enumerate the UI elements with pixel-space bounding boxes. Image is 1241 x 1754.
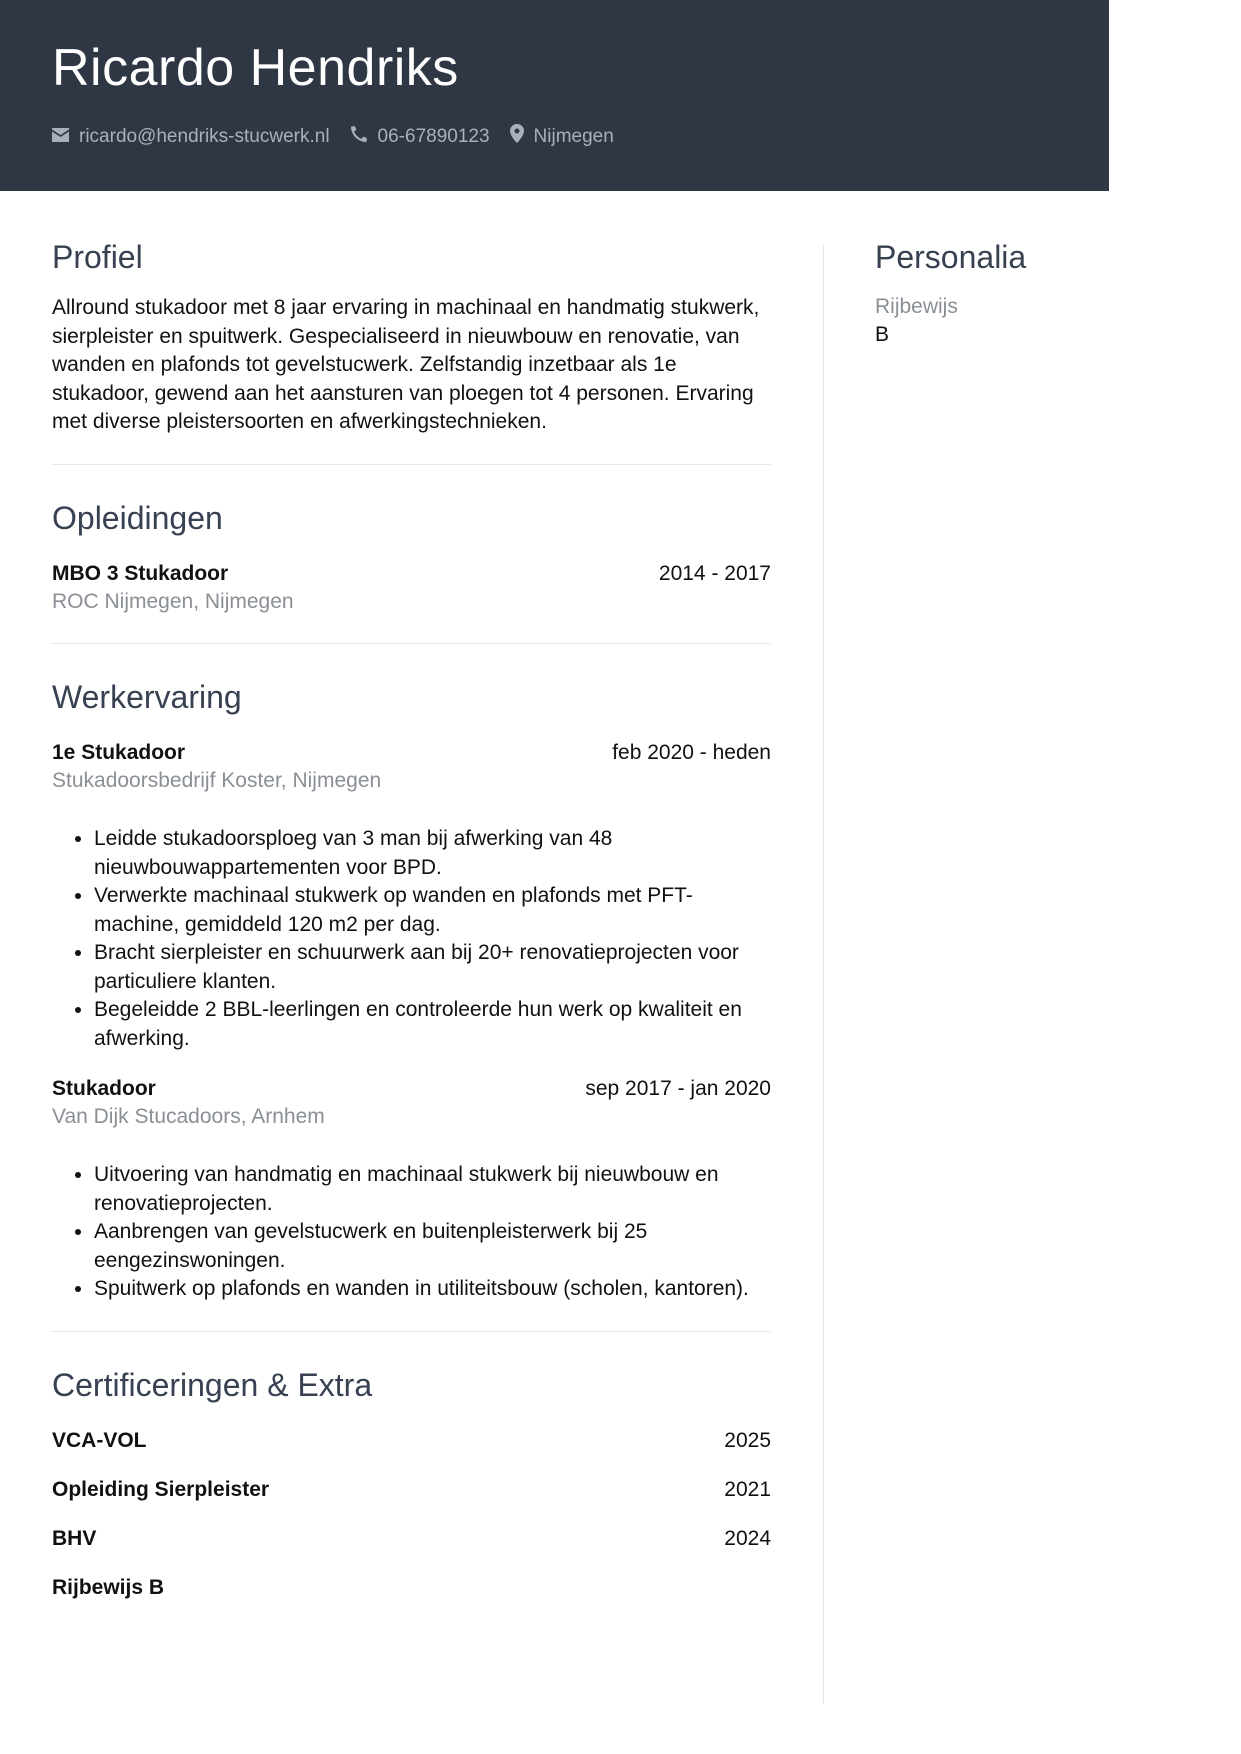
contact-phone[interactable] (350, 125, 490, 150)
cert-row (52, 1574, 771, 1602)
section-divider (52, 1331, 771, 1332)
cert-row (52, 1476, 771, 1504)
education-section (52, 501, 771, 616)
cert-year: 2024 (724, 1526, 771, 1550)
list-item: • Uitvoering van handmatig en machinaal stukwerk bij nieuwbouw en renovatieprojecten. (94, 1161, 771, 1218)
list-item: • Verwerkte machinaal stukwerk op wanden en plafonds met PFT-machine, gemiddeld 120 m2 per dag. (94, 882, 771, 939)
education-degree: MBO 3 Stukadoor (52, 561, 229, 585)
main-column (52, 240, 771, 1602)
contact-location (510, 124, 614, 150)
certifications-list (52, 1427, 771, 1602)
job-employer: Van Dijk Stucadoors, Arnhem (52, 1105, 325, 1129)
section-divider (52, 643, 771, 644)
sidebar-column (875, 240, 1175, 349)
cert-row (52, 1427, 771, 1455)
personalia-label: Rijbewijs (875, 295, 958, 319)
job-employer: Stukadoorsbedrijf Koster, Nijmegen (52, 769, 382, 793)
job-bullets (52, 1161, 771, 1304)
list-item: • Aanbrengen van gevelstucwerk en buitenpleisterwerk bij 25 eengezinswoningen. (94, 1218, 771, 1275)
certifications-section (52, 1368, 771, 1602)
phone-text: 06-67890123 (377, 126, 490, 147)
header-banner (0, 0, 1109, 191)
cert-row (52, 1525, 771, 1553)
job-bullets (52, 825, 771, 1053)
education-title: Opleidingen (52, 499, 223, 536)
section-divider (52, 464, 771, 465)
cert-year: 2025 (724, 1428, 771, 1452)
profile-title: Profiel (52, 239, 143, 275)
education-school: ROC Nijmegen, Nijmegen (52, 589, 294, 613)
profile-section (52, 240, 771, 437)
education-date: 2014 - 2017 (658, 561, 771, 585)
job-title: Stukadoor (52, 1077, 156, 1101)
job-entry (52, 1075, 771, 1304)
cert-name: Rijbewijs B (52, 1575, 165, 1599)
envelope-icon (52, 125, 79, 149)
location-text: Nijmegen (533, 126, 614, 147)
phone-icon (350, 125, 378, 150)
cert-name: BHV (52, 1526, 97, 1550)
job-date: feb 2020 - heden (612, 741, 771, 765)
job-title: 1e Stukadoor (52, 741, 186, 765)
list-item: • Begeleidde 2 BBL-leerlingen en controleerde hun werk op kwaliteit en afwerking. (94, 996, 771, 1053)
list-item: • Leidde stukadoorsploeg van 3 man bij afwerking van 48 nieuwbouwappartementen voor BPD. (94, 825, 771, 882)
job-date: sep 2017 - jan 2020 (585, 1077, 771, 1101)
cert-name: VCA-VOL (52, 1428, 147, 1452)
column-divider (823, 244, 824, 1704)
experience-title: Werkervaring (52, 678, 242, 715)
contact-email[interactable] (52, 125, 330, 149)
personalia-title: Personalia (875, 239, 1027, 275)
cert-name: Opleiding Sierpleister (52, 1477, 270, 1501)
profile-text: Allround stukadoor met 8 jaar ervaring in machinaal en handmatig stukwerk, sierpleister en spuitwerk. Gespecialiseerd in nieuwbouw en renovatie, van wanden en plafonds tot gevelstucwerk. Zelfstandig inzetbaar als 1e stukadoor, gewend aan het aansturen van ploegen tot 4 personen. Ervaring met diverse pleistersoorten en afwerkingstechnieken. (52, 296, 760, 434)
cert-year: 2021 (724, 1477, 771, 1501)
map-pin-icon (510, 124, 534, 150)
email-text: ricardo@hendriks-stucwerk.nl (79, 126, 330, 147)
experience-section (52, 680, 771, 1304)
education-entry (52, 560, 771, 616)
certifications-title: Certificeringen & Extra (52, 1366, 373, 1403)
list-item: • Spuitwerk op plafonds en wanden in utiliteitsbouw (scholen, kantoren). (94, 1275, 771, 1304)
contact-row (52, 124, 634, 150)
candidate-name: Ricardo Hendriks (52, 39, 459, 97)
personalia-value: B (875, 323, 890, 347)
list-item: • Bracht sierpleister en schuurwerk aan bij 20+ renovatieprojecten voor particuliere klanten. (94, 939, 771, 996)
job-entry (52, 739, 771, 1053)
